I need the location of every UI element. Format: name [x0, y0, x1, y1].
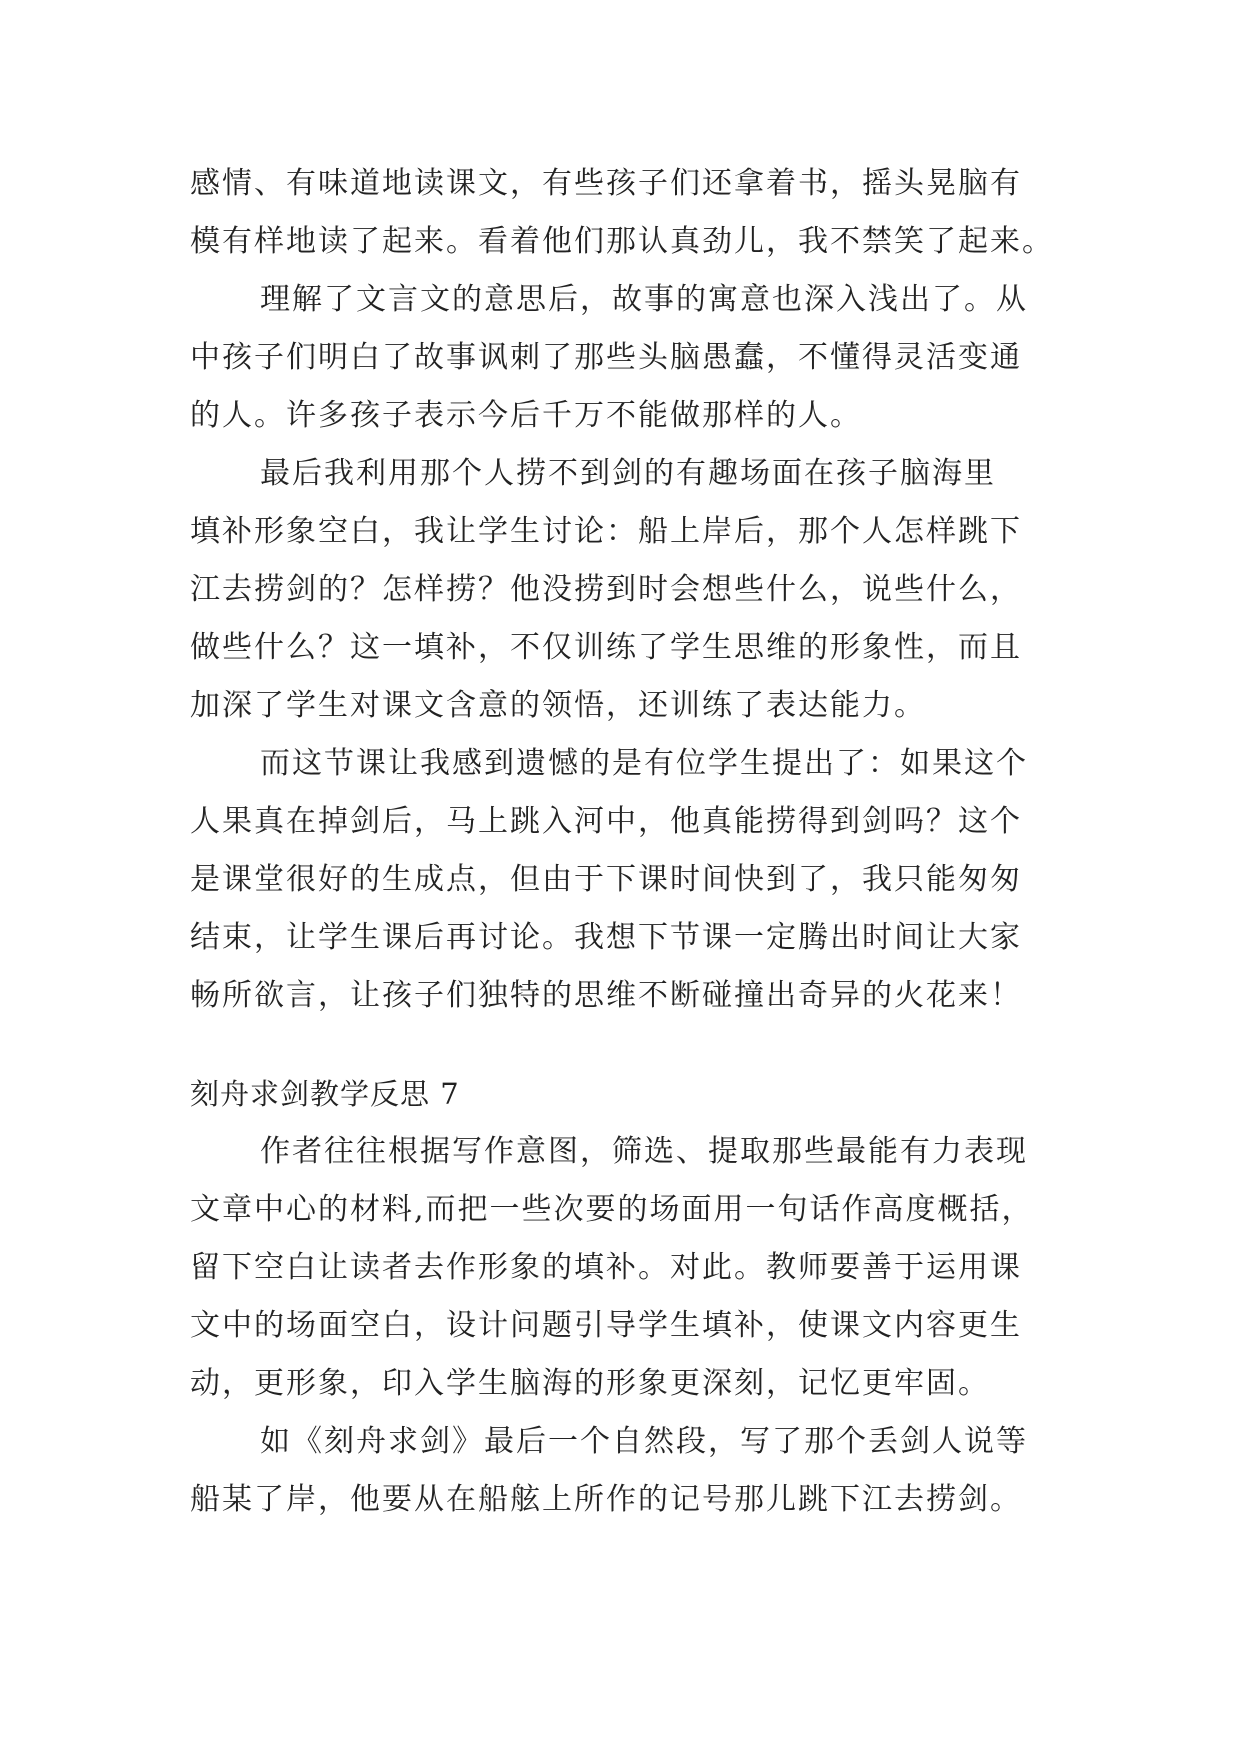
text-line: 是课堂很好的生成点，但由于下课时间快到了，我只能匆匆 — [190, 862, 1022, 897]
text-line: 加深了学生对课文含意的领悟，还训练了表达能力。 — [190, 688, 926, 723]
text-line: 模有样地读了起来。看着他们那认真劲儿，我不禁笑了起来。 — [190, 224, 1054, 259]
document-body — [190, 155, 1070, 1529]
text-line: 做些什么？这一填补，不仅训练了学生思维的形象性，而且 — [190, 630, 1022, 665]
section-gap — [190, 1025, 1070, 1065]
text-line: 理解了文言文的意思后，故事的寓意也深入浅出了。从 — [260, 282, 1028, 317]
paragraph — [190, 1123, 1070, 1413]
paragraph — [190, 445, 1070, 735]
paragraph — [190, 735, 1070, 1025]
text-line: 作者往往根据写作意图，筛选、提取那些最能有力表现 — [260, 1134, 1028, 1169]
text-line: 畅所欲言，让孩子们独特的思维不断碰撞出奇异的火花来！ — [190, 978, 1022, 1013]
text-line: 填补形象空白，我让学生讨论：船上岸后，那个人怎样跳下 — [190, 514, 1022, 549]
text-line: 的人。许多孩子表示今后千万不能做那样的人。 — [190, 398, 862, 433]
text-line: 人果真在掉剑后，马上跳入河中，他真能捞得到剑吗？这个 — [190, 804, 1022, 839]
text-line: 动，更形象，印入学生脑海的形象更深刻，记忆更牢固。 — [190, 1366, 990, 1401]
paragraph — [190, 155, 1070, 271]
text-line: 结束，让学生课后再讨论。我想下节课一定腾出时间让大家 — [190, 920, 1022, 955]
text-line: 江去捞剑的？怎样捞？他没捞到时会想些什么，说些什么， — [190, 572, 1022, 607]
text-line: 中孩子们明白了故事讽刺了那些头脑愚蠢，不懂得灵活变通 — [190, 340, 1022, 375]
text-line: 文章中心的材料,而把一些次要的场面用一句话作高度概括， — [190, 1192, 1034, 1227]
text-line: 最后我利用那个人捞不到剑的有趣场面在孩子脑海里 — [260, 456, 996, 491]
text-line: 感情、有味道地读课文，有些孩子们还拿着书，摇头晃脑有 — [190, 166, 1022, 201]
section-title: 刻舟求剑教学反思 7 — [190, 1077, 460, 1111]
paragraph — [190, 271, 1070, 445]
text-line: 船某了岸，他要从在船舷上所作的记号那儿跳下江去捞剑。 — [190, 1482, 1022, 1517]
text-line: 文中的场面空白，设计问题引导学生填补，使课文内容更生 — [190, 1308, 1022, 1343]
text-line: 而这节课让我感到遗憾的是有位学生提出了：如果这个 — [260, 746, 1028, 781]
paragraph — [190, 1413, 1070, 1529]
text-line: 留下空白让读者去作形象的填补。对此。教师要善于运用课 — [190, 1250, 1022, 1285]
text-line: 如《刻舟求剑》最后一个自然段，写了那个丢剑人说等 — [260, 1424, 1028, 1459]
